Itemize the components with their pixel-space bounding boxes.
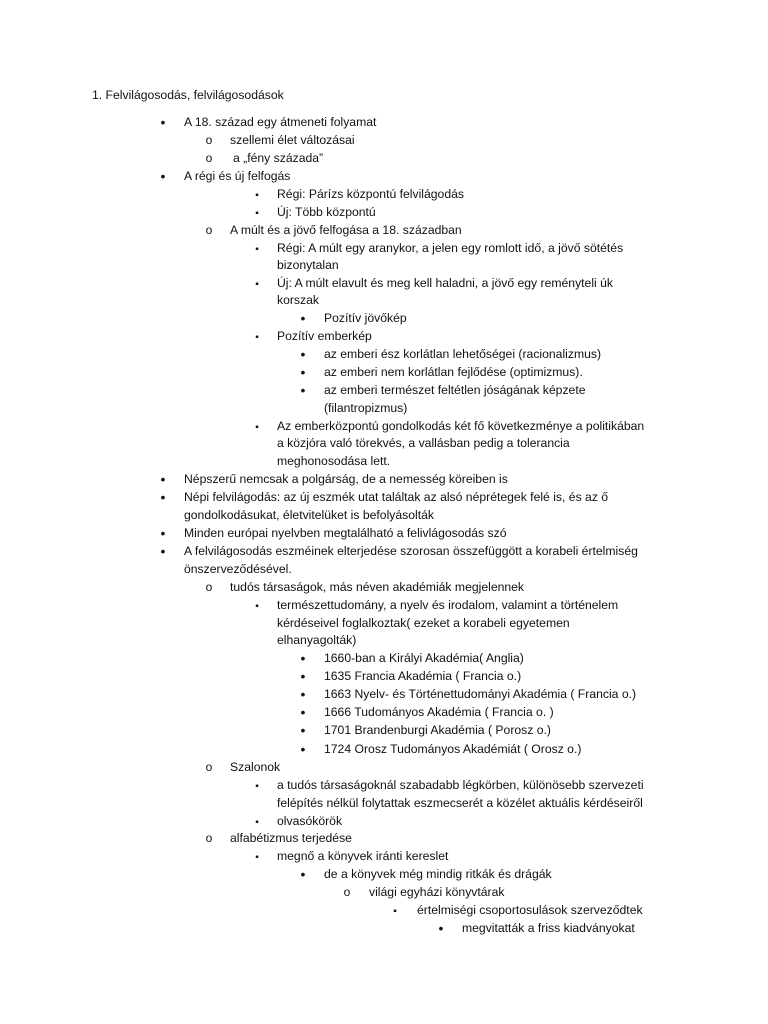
- bullet-marker: [252, 596, 262, 616]
- bullet-marker: [158, 488, 168, 507]
- bullet-marker: [298, 740, 308, 759]
- bullet-marker: [252, 185, 262, 205]
- outline-line: a tudós társaságoknál szabadabb légkörben, különösebb szervezeti: [277, 778, 644, 792]
- outline-line: meghonosodása lett.: [277, 454, 391, 468]
- bullet-marker: [298, 363, 308, 382]
- outline-line: a közjóra való törekvés, a vallásban pedig a tolerancia: [277, 436, 570, 450]
- outline-line: A régi és új felfogás: [184, 169, 291, 183]
- bullet-marker: [298, 345, 308, 364]
- bullet-marker: [298, 721, 308, 740]
- bullet-marker: [158, 470, 168, 489]
- outline-line: Régi: Párízs központú felvilágodás: [277, 187, 464, 201]
- outline-line: megvitatták a friss kiadványokat: [462, 921, 635, 935]
- bullet-marker: [298, 309, 308, 328]
- outline-line: elhanyagolták): [277, 633, 357, 647]
- outline-line: korszak: [277, 293, 319, 307]
- bullet-marker: [298, 667, 308, 686]
- bullet-marker: [252, 776, 262, 796]
- outline-line: tudós társaságok, más néven akadémiák megjelennek: [230, 580, 525, 594]
- bullet-marker: [204, 221, 214, 239]
- bullet-marker: [436, 919, 446, 938]
- bullet-marker: [158, 524, 168, 543]
- outline-line: olvasókörök: [277, 814, 343, 828]
- bullet-marker: [158, 542, 168, 561]
- outline-line: Régi: A múlt egy aranykor, a jelen egy romlott idő, a jövő sötétés: [277, 241, 624, 255]
- bullet-marker: [204, 829, 214, 847]
- outline-line: 1635 Francia Akadémia ( Francia o.): [324, 669, 522, 683]
- outline-line: 1663 Nyelv- és Történettudományi Akadémia ( Francia o.): [324, 687, 637, 701]
- outline-line: 1660-ban a Királyi Akadémia( Anglia): [324, 651, 524, 665]
- outline-line: Pozítív jövőkép: [324, 311, 407, 325]
- outline-line: természettudomány, a nyelv és irodalom, valamint a történelem: [277, 598, 619, 612]
- outline-line: 1666 Tudományos Akadémia ( Francia o. ): [324, 705, 554, 719]
- bullet-marker: [252, 239, 262, 259]
- outline-line: Népi felvilágodás: az új eszmék utat találtak az alsó néprétegek felé is, és az ő: [184, 490, 609, 504]
- outline-line: de a könyvek még mindig ritkák és drágák: [324, 867, 552, 881]
- outline-line: Minden európai nyelvben megtalálható a felivlágosodás szó: [184, 526, 507, 540]
- bullet-marker: [158, 113, 168, 132]
- bullet-marker: [298, 703, 308, 722]
- outline-line: szellemi élet változásai: [230, 133, 355, 147]
- outline-line: 1701 Brandenburgi Akadémia ( Porosz o.): [324, 723, 551, 737]
- outline-line: felépítés nélkül folytattak eszmecserét a közélet aktuális kérdéseiről: [277, 796, 643, 810]
- outline-line: A múlt és a jövő felfogása a 18. században: [230, 223, 462, 237]
- outline-line: alfabétizmus terjedése: [230, 831, 352, 845]
- bullet-marker: [298, 685, 308, 704]
- bullet-marker: [252, 417, 262, 437]
- bullet-marker: [204, 131, 214, 149]
- bullet-marker: [298, 649, 308, 668]
- outline-line: bizonytalan: [277, 258, 339, 272]
- outline-line: 1724 Orosz Tudományos Akadémiát ( Orosz o.): [324, 742, 582, 756]
- outline-line: Új: Több központú: [277, 205, 376, 219]
- outline-line: megnő a könyvek iránti kereslet: [277, 849, 449, 863]
- bullet-marker: [298, 381, 308, 400]
- bullet-marker: [252, 327, 262, 347]
- outline-line: (filantropizmus): [324, 401, 408, 415]
- outline-line: kérdéseivel foglalkoztak( ezeket a korabeli egyetemen: [277, 616, 570, 630]
- page-heading: 1. Felvilágosodás, felvilágosodások: [92, 88, 284, 102]
- bullet-marker: [158, 167, 168, 186]
- outline-line: Új: A múlt elavult és meg kell haladni, a jövő egy reményteli úk: [277, 276, 613, 290]
- bullet-marker: [252, 847, 262, 867]
- bullet-marker: [342, 883, 352, 901]
- outline-line: világi egyházi könyvtárak: [369, 885, 505, 899]
- outline-line: A felvilágosodás eszméinek elterjedése szorosan összefüggött a korabeli értelmiség: [184, 544, 638, 558]
- outline-line: gondolkodásukat, életvitelüket is befolyásolták: [184, 508, 434, 522]
- outline-line: az emberi ész korlátlan lehetőségei (racionalizmus): [324, 347, 602, 361]
- outline-line: A 18. század egy átmeneti folyamat: [184, 115, 377, 129]
- outline-line: az emberi nem korlátlan fejlődése (optimizmus).: [324, 365, 583, 379]
- outline-line: Szalonok: [230, 760, 281, 774]
- outline-line: Népszerű nemcsak a polgárság, de a nemesség köreiben is: [184, 472, 508, 486]
- outline-line: önszerveződésével.: [184, 562, 292, 576]
- bullet-marker: [252, 274, 262, 294]
- bullet-marker: [252, 203, 262, 223]
- bullet-marker: [298, 865, 308, 884]
- bullet-marker: [204, 578, 214, 596]
- bullet-marker: [204, 758, 214, 776]
- outline-line: a „fény százada”: [233, 151, 324, 165]
- outline-line: az emberi természet feltétlen jóságának képzete: [324, 383, 586, 397]
- bullet-marker: [390, 901, 400, 921]
- outline-line: Pozítív emberkép: [277, 329, 372, 343]
- bullet-marker: [204, 149, 214, 167]
- outline-line: Az emberközpontú gondolkodás két fő következménye a politikában: [277, 419, 645, 433]
- outline-line: értelmiségi csoportosulások szerveződtek: [417, 903, 643, 917]
